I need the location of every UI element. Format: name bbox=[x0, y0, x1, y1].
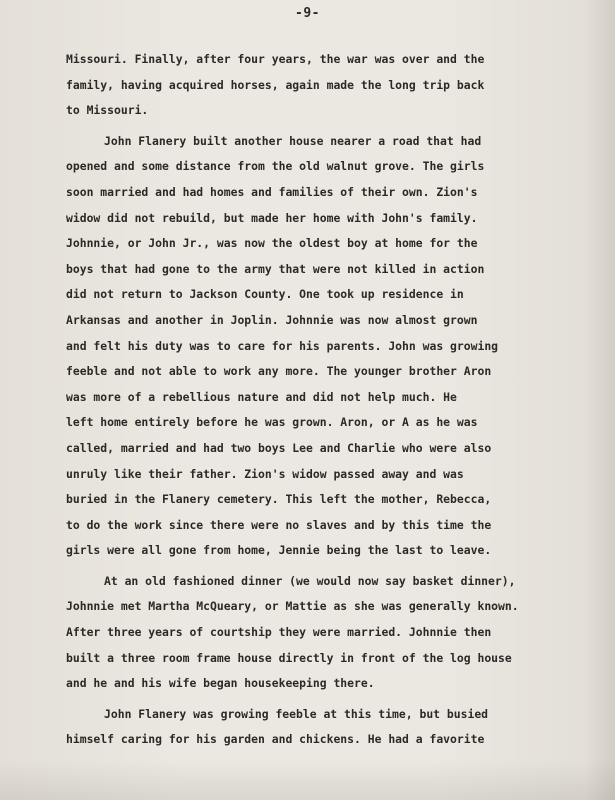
text-line: to do the work since there were no slaves and by this time the bbox=[66, 517, 492, 532]
text-line: himself caring for his garden and chickens. He had a favorite bbox=[66, 732, 485, 747]
text-line: unruly like their father. Zion's widow passed away and was bbox=[66, 466, 464, 481]
document-body bbox=[66, 47, 574, 758]
text-line: John Flanery was growing feeble at this time, but busied bbox=[104, 706, 489, 721]
text-line: opened and some distance from the old walnut grove. The girls bbox=[66, 159, 485, 174]
text-line: to Missouri. bbox=[66, 103, 149, 118]
text-line: feeble and not able to work any more. The younger brother Aron bbox=[66, 364, 492, 379]
paragraph-4 bbox=[66, 702, 574, 753]
paragraph-1 bbox=[66, 47, 574, 124]
text-line: buried in the Flanery cemetery. This left the mother, Rebecca, bbox=[66, 492, 492, 507]
text-line: called, married and had two boys Lee and Charlie who were also bbox=[66, 440, 492, 455]
paper-bottom-shadow bbox=[0, 760, 615, 800]
text-line: was more of a rebellious nature and did not help much. He bbox=[66, 389, 457, 404]
text-line: John Flanery built another house nearer a road that had bbox=[104, 133, 482, 148]
text-line: soon married and had homes and families of their own. Zion's bbox=[66, 184, 478, 199]
paragraph-3 bbox=[66, 569, 574, 697]
text-line: widow did not rebuild, but made her home with John's family. bbox=[66, 210, 478, 225]
paragraph-2 bbox=[66, 129, 574, 564]
text-line: At an old fashioned dinner (we would now say basket dinner), bbox=[104, 573, 516, 588]
text-line: built a three room frame house directly in front of the log house bbox=[66, 650, 512, 665]
text-line: Missouri. Finally, after four years, the war was over and the bbox=[66, 52, 485, 66]
text-line: family, having acquired horses, again made the long trip back bbox=[66, 77, 485, 92]
text-line: Arkansas and another in Joplin. Johnnie was now almost grown bbox=[66, 312, 478, 327]
text-line: Johnnie, or John Jr., was now the oldest boy at home for the bbox=[66, 236, 478, 251]
text-line: and felt his duty was to care for his parents. John was growing bbox=[66, 338, 499, 353]
text-line: did not return to Jackson County. One took up residence in bbox=[66, 287, 464, 302]
text-line: Johnnie met Martha McQueary, or Mattie as she was generally known. bbox=[66, 599, 519, 614]
text-line: left home entirely before he was grown. Aron, or A as he was bbox=[66, 415, 478, 430]
text-line: After three years of courtship they were married. Johnnie then bbox=[66, 625, 492, 640]
text-line: boys that had gone to the army that were not killed in action bbox=[66, 261, 485, 276]
paper-edge-shadow bbox=[585, 0, 615, 800]
page-number: -9- bbox=[295, 6, 320, 21]
text-line: and he and his wife began housekeeping there. bbox=[66, 676, 375, 691]
text-line: girls were all gone from home, Jennie being the last to leave. bbox=[66, 543, 492, 558]
